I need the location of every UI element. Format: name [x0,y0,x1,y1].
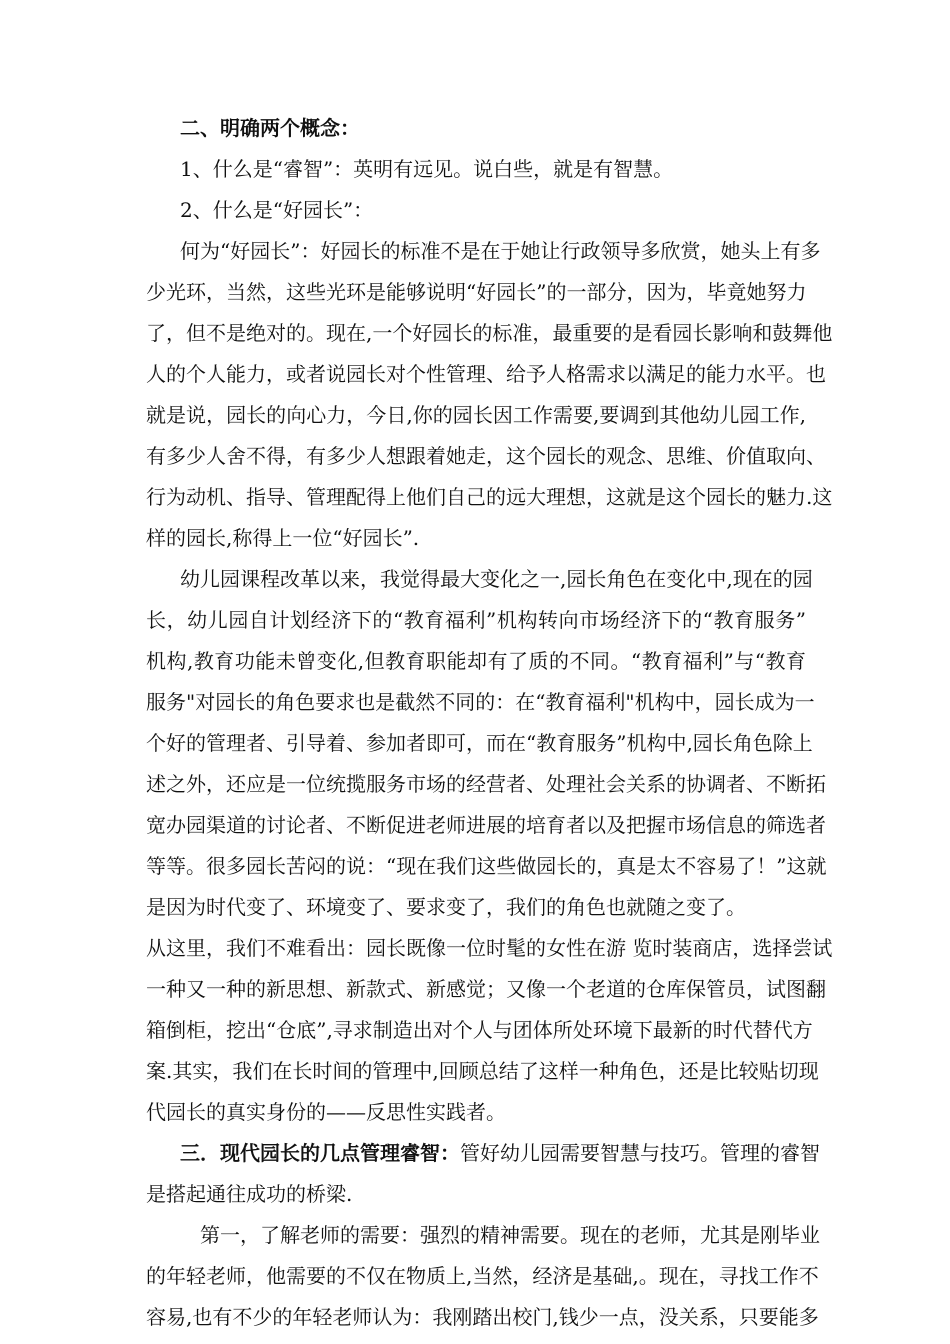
section-3-intro [180,1140,820,1166]
paragraph-line: 少光环，当然，这些光环是能够说明“好园长”的一部分，因为，毕竟她努力 [146,280,807,304]
paragraph-line: 一种又一种的新思想、新款式、新感觉；又像一个老道的仓库保管员，试图翻 [146,977,826,1001]
paragraph-line: 等等。很多园长苦闷的说：“现在我们这些做园长的，真是太不容易了！”这就 [146,854,827,878]
paragraph-line: 就是说，园长的向心力，今日,你的园长因工作需要,要调到其他幼儿园工作, [146,403,806,427]
paragraph-line: 代园长的真实身份的——反思性实践者。 [146,1100,506,1124]
paragraph-line: 箱倒柜，挖出“仓底”,寻求制造出对个人与团体所处环境下最新的时代替代方 [146,1018,813,1042]
paragraph-line: 行为动机、指导、管理配得上他们自己的远大理想，这就是这个园长的魅力.这 [146,485,833,509]
paragraph-line: 服务"对园长的角色要求也是截然不同的：在“教育福利"机构中，园长成为一 [146,690,815,714]
paragraph-line: 案.其实，我们在长时间的管理中,回顾总结了这样一种角色，还是比较贴切现 [146,1059,819,1083]
paragraph-line: 样的园长,称得上一位“好园长”. [146,526,420,550]
section-heading-3: 三．现代园长的几点管理睿智： [180,1141,460,1165]
paragraph-line: 机构,教育功能未曾变化,但教育职能却有了质的不同。“教育福利”与“教育 [146,649,806,673]
paragraph-line: 第一，了解老师的需要：强烈的精神需要。现在的老师，尤其是刚毕业 [200,1223,820,1247]
paragraph-line: 人的个人能力，或者说园长对个性管理、给予人格需求以满足的能力水平。也 [146,362,826,386]
paragraph-line: 何为“好园长”：好园长的标准不是在于她让行政领导多欣赏，她头上有多 [180,239,821,263]
section-3-intro-text: 管好幼儿园需要智慧与技巧。管理的睿智 [460,1141,820,1165]
paragraph-line: 长，幼儿园自计划经济下的“教育福利”机构转向市场经济下的“教育服务” [146,608,806,632]
concept-definition-2: 2、什么是“好园长”： [180,198,374,222]
paragraph-line: 宽办园渠道的讨论者、不断促进老师进展的培育者以及把握市场信息的筛选者 [146,813,826,837]
paragraph-line: 有多少人舍不得，有多少人想跟着她走，这个园长的观念、思维、价值取向、 [146,444,826,468]
paragraph-line: 是因为时代变了、环境变了、要求变了，我们的角色也就随之变了。 [146,895,746,919]
paragraph-line: 的年轻老师，他需要的不仅在物质上,当然，经济是基础,。现在，寻找工作不 [146,1264,819,1288]
paragraph-line: 容易,也有不少的年轻老师认为：我刚踏出校门,钱少一点，没关系，只要能多 [146,1305,819,1329]
paragraph-line: 幼儿园课程改革以来，我觉得最大变化之一,园长角色在变化中,现在的园 [180,567,813,591]
paragraph-line: 述之外，还应是一位统揽服务市场的经营者、处理社会关系的协调者、不断拓 [146,772,826,796]
paragraph-line: 个好的管理者、引导着、参加者即可，而在“教育服务”机构中,园长角色除上 [146,731,813,755]
paragraph-line: 从这里，我们不难看出：园长既像一位时髦的女性在游 览时装商店，选择尝试 [146,936,833,960]
section-3-intro-continuation: 是搭起通往成功的桥梁. [146,1182,353,1206]
paragraph-line: 了，但不是绝对的。现在,一个好园长的标准，最重要的是看园长影响和鼓舞他 [146,321,833,345]
concept-definition-1: 1、什么是“睿智”：英明有远见。说白些，就是有智慧。 [180,157,674,181]
section-heading-2: 二、明确两个概念： [180,116,360,140]
